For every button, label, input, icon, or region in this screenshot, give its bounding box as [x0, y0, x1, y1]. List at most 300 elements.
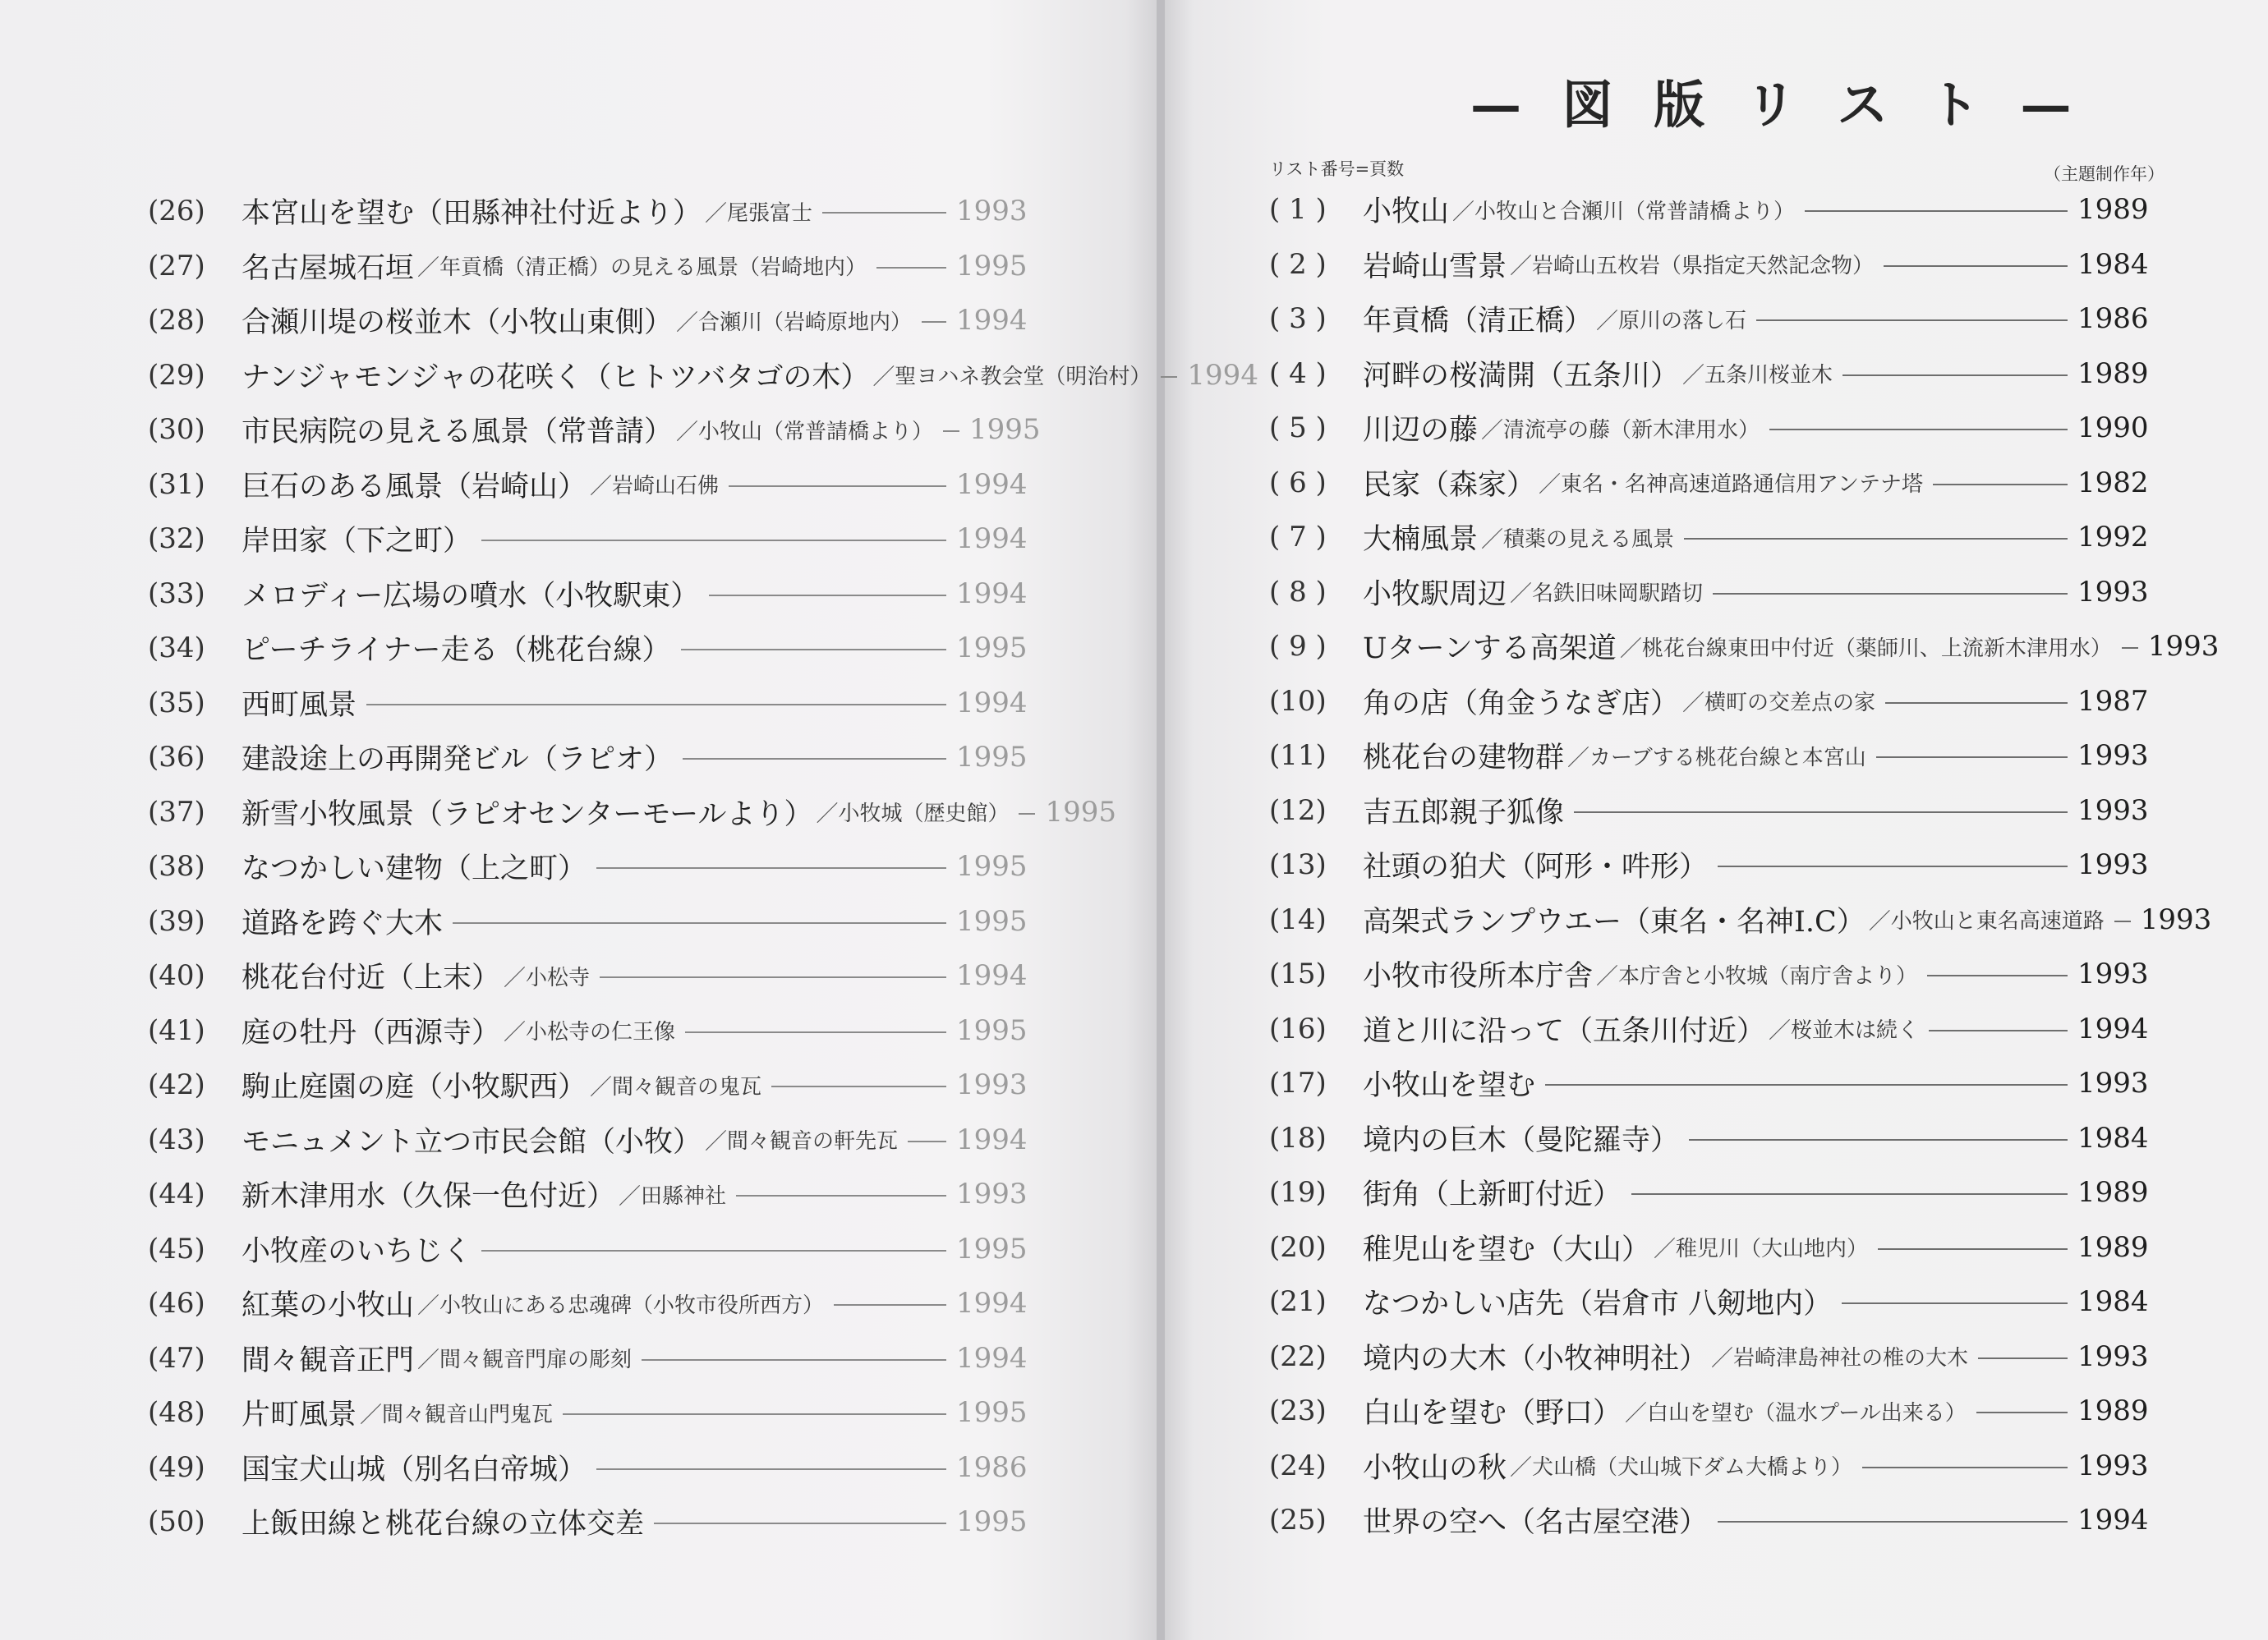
item-number: (13)	[1269, 848, 1327, 882]
item-subtitle: 合瀬川（岩崎原地内）	[698, 310, 913, 335]
item-number: (41)	[148, 1013, 205, 1047]
item-year: 1994	[2077, 1012, 2149, 1045]
leader-line	[1929, 1030, 2068, 1031]
leader-line	[683, 758, 946, 760]
item-number: ( 8 )	[1269, 575, 1327, 609]
slash-separator: ／	[1452, 199, 1475, 225]
item-number: (29)	[148, 358, 205, 392]
item-year: 1993	[2140, 903, 2212, 936]
item-number: ( 4 )	[1269, 356, 1327, 390]
item-title: 稚児山を望む（大山）	[1363, 1233, 1651, 1266]
leader-line	[681, 649, 946, 650]
list-item	[1269, 1111, 2149, 1166]
slash-separator: ／	[872, 365, 895, 391]
list-item	[1269, 1439, 2149, 1494]
item-number: (30)	[148, 413, 205, 447]
slash-separator: ／	[417, 1293, 440, 1319]
item-title: 岸田家（下之町）	[242, 525, 472, 558]
list-item	[1269, 1002, 2149, 1057]
leader-line	[1019, 813, 1035, 815]
item-subtitle: 桃花台線東田中付近（薬師川、上流新木津用水）	[1641, 636, 2112, 661]
list-item	[1269, 674, 2149, 729]
item-number: (38)	[148, 850, 205, 884]
item-number: (47)	[148, 1341, 205, 1375]
item-title: 合瀬川堤の桜並木（小牧山東側）	[242, 306, 674, 340]
item-title: 境内の大木（小牧神明社）	[1363, 1342, 1709, 1376]
leader-line	[908, 1141, 946, 1142]
leader-line	[642, 1359, 946, 1361]
leader-line	[596, 1468, 946, 1470]
slash-separator: ／	[504, 965, 527, 991]
item-year: 1982	[2077, 466, 2149, 499]
leader-line	[1884, 265, 2068, 267]
item-number: (33)	[148, 577, 205, 610]
item-number: (16)	[1269, 1012, 1327, 1045]
list-item	[148, 293, 1028, 348]
item-year: 1994	[956, 577, 1028, 610]
item-subtitle: 稚児川（大山地内）	[1676, 1237, 1869, 1262]
item-number: (34)	[148, 632, 205, 665]
slash-separator: ／	[1510, 1455, 1533, 1482]
leader-line	[2114, 921, 2131, 922]
item-number: (14)	[1269, 903, 1327, 936]
item-title: 川辺の藤	[1363, 414, 1479, 448]
slash-separator: ／	[676, 310, 699, 336]
item-number: (43)	[148, 1123, 205, 1156]
list-item	[1269, 401, 2149, 456]
list-item	[148, 785, 1116, 840]
item-title: Uターンする高架道	[1363, 632, 1617, 666]
item-subtitle: 犬山橋（犬山城下ダム大橋より）	[1532, 1455, 1853, 1481]
leader-line	[1756, 319, 2068, 321]
item-year: 1989	[2077, 193, 2149, 227]
item-title: 小牧駅周辺	[1363, 577, 1507, 611]
item-title: 河畔の桜満開（五条川）	[1363, 359, 1680, 393]
leader-line	[481, 540, 946, 541]
slash-separator: ／	[1682, 363, 1705, 389]
leader-line	[600, 976, 946, 978]
item-subtitle: 年貢橋（清正橋）の見える風景（岩崎地内）	[439, 255, 867, 281]
item-year: 1993	[2077, 1339, 2149, 1373]
item-year: 1993	[2077, 739, 2149, 773]
list-item	[1269, 456, 2149, 511]
slash-separator: ／	[1539, 472, 1562, 498]
item-title: 間々観音正門	[242, 1344, 415, 1377]
item-number: ( 7 )	[1269, 521, 1327, 554]
list-item	[1269, 947, 2149, 1002]
item-year: 1994	[956, 1341, 1028, 1375]
item-number: (45)	[148, 1232, 205, 1266]
leader-line	[1876, 756, 2068, 758]
item-subtitle: 積薬の見える風景	[1503, 526, 1675, 552]
item-year: 1993	[956, 1068, 1028, 1102]
leader-line	[1927, 975, 2068, 976]
item-title: 社頭の狛犬（阿形・吽形）	[1363, 851, 1709, 884]
item-subtitle: 間々観音の軒先瓦	[727, 1129, 899, 1155]
leader-line	[481, 1250, 946, 1252]
item-number: ( 3 )	[1269, 302, 1327, 336]
item-number: (20)	[1269, 1230, 1327, 1264]
leader-line	[1805, 210, 2068, 212]
list-item	[148, 1495, 1028, 1550]
slash-separator: ／	[705, 200, 728, 227]
item-title: 新木津用水（久保一色付近）	[242, 1180, 616, 1214]
item-subtitle: カーブする桃花台線と本宮山	[1589, 745, 1866, 770]
item-title: 世界の空へ（名古屋空港）	[1363, 1506, 1709, 1540]
list-item	[148, 1276, 1028, 1331]
list-item	[148, 1222, 1028, 1277]
list-item	[148, 1167, 1028, 1222]
item-title: 民家（森家）	[1363, 468, 1536, 502]
item-title: 年貢橋（清正橋）	[1363, 305, 1594, 338]
item-title: 道と川に沿って（五条川付近）	[1363, 1014, 1766, 1048]
list-item	[1269, 1056, 2149, 1111]
leader-line	[453, 922, 946, 924]
list-item	[1269, 1275, 2149, 1330]
item-year: 1989	[2077, 1230, 2149, 1264]
leader-line	[1631, 1193, 2068, 1195]
list-item	[1269, 728, 2149, 783]
illustration-list-right	[1269, 182, 2220, 1548]
list-item	[148, 1004, 1028, 1059]
item-subtitle: 名鉄旧味岡駅踏切	[1532, 581, 1704, 607]
leader-line	[943, 430, 959, 432]
list-item	[148, 1113, 1028, 1168]
item-title: 国宝犬山城（別名白帝城）	[242, 1453, 587, 1486]
item-year: 1995	[1045, 795, 1116, 829]
list-item	[1269, 838, 2149, 893]
item-subtitle: 小牧城（歴史館）	[838, 802, 1010, 827]
slash-separator: ／	[1510, 581, 1533, 608]
item-number: (24)	[1269, 1449, 1327, 1482]
slash-separator: ／	[1769, 1018, 1792, 1045]
leader-line	[1684, 538, 2068, 540]
leader-line	[1769, 429, 2068, 430]
leader-line	[822, 212, 946, 214]
item-title: 建設途上の再開発ビル（ラピオ）	[242, 743, 674, 777]
item-title: ナンジャモンジャの花咲く（ヒトツバタゴの木）	[242, 361, 870, 394]
item-number: (25)	[1269, 1504, 1327, 1537]
item-year: 1995	[956, 632, 1028, 665]
leader-line	[1878, 1248, 2068, 1250]
list-item	[148, 1058, 1028, 1113]
item-subtitle: 田縣神社	[641, 1183, 727, 1209]
item-subtitle: 白山を望む（温水プール出来る）	[1647, 1400, 1967, 1426]
item-number: (12)	[1269, 793, 1327, 827]
item-title: メロディー広場の噴水（小牧駅東）	[242, 579, 700, 613]
item-subtitle: 岩崎津島神社の椎の大木	[1733, 1346, 1969, 1371]
item-title: 小牧山の秋	[1363, 1451, 1507, 1485]
slash-separator: ／	[1654, 1237, 1677, 1263]
list-item	[148, 1385, 1028, 1440]
item-number: (49)	[148, 1450, 205, 1484]
item-year: 1990	[2077, 411, 2149, 445]
item-number: (18)	[1269, 1121, 1327, 1155]
year-caption: （主題制作年）	[2044, 164, 2164, 184]
leader-line	[1976, 1412, 2068, 1413]
list-item	[1269, 1165, 2149, 1220]
item-year: 1995	[956, 249, 1028, 283]
item-year: 1989	[2077, 1394, 2149, 1428]
item-year: 1984	[2077, 1121, 2149, 1155]
item-subtitle: 聖ヨハネ教会堂（明治村）	[895, 365, 1152, 390]
slash-separator: ／	[1711, 1346, 1734, 1372]
slash-separator: ／	[590, 1074, 613, 1100]
item-year: 1993	[2077, 958, 2149, 991]
leader-line	[922, 321, 946, 323]
item-year: 1993	[2077, 575, 2149, 609]
slash-separator: ／	[1682, 691, 1705, 717]
list-item	[1269, 619, 2220, 674]
slash-separator: ／	[1567, 745, 1590, 771]
item-title: 桃花台の建物群	[1363, 742, 1565, 775]
item-year: 1995	[956, 1505, 1028, 1539]
item-year: 1984	[2077, 1285, 2149, 1319]
item-year: 1986	[2077, 302, 2149, 336]
item-subtitle: 原川の落し石	[1618, 308, 1747, 333]
item-year: 1987	[2077, 684, 2149, 718]
item-year: 1992	[2077, 521, 2149, 554]
item-number: (23)	[1269, 1394, 1327, 1428]
item-number: (10)	[1269, 684, 1327, 718]
item-year: 1995	[956, 1013, 1028, 1047]
item-title: 本宮山を望む（田縣神社付近より）	[242, 197, 702, 231]
list-item	[148, 1440, 1028, 1495]
item-number: (31)	[148, 467, 205, 501]
leader-line	[1862, 1467, 2068, 1468]
item-subtitle: 間々観音山門鬼瓦	[382, 1402, 554, 1427]
slash-separator: ／	[1619, 636, 1642, 662]
leader-line	[1842, 374, 2068, 376]
slash-separator: ／	[619, 1183, 642, 1210]
item-year: 1993	[2077, 1449, 2149, 1482]
leader-line	[729, 485, 946, 487]
leader-line	[366, 704, 946, 705]
list-item	[1269, 565, 2149, 620]
item-title: なつかしい建物（上之町）	[242, 852, 587, 886]
slash-separator: ／	[816, 802, 839, 828]
item-year: 1984	[2077, 247, 2149, 281]
item-title: 小牧山を望む	[1363, 1069, 1536, 1103]
list-item	[148, 949, 1028, 1004]
slash-separator: ／	[705, 1129, 728, 1155]
item-year: 1994	[956, 959, 1028, 993]
item-subtitle: 間々観音門扉の彫刻	[439, 1348, 633, 1373]
item-title: 庭の牡丹（西源寺）	[242, 1016, 501, 1050]
item-number: (27)	[148, 249, 205, 283]
item-year: 1995	[956, 1396, 1028, 1430]
item-year: 1994	[956, 467, 1028, 501]
list-item	[1269, 783, 2149, 838]
item-number: ( 2 )	[1269, 247, 1327, 281]
item-title: 小牧産のいちじく	[242, 1234, 472, 1268]
item-year: 1986	[956, 1450, 1028, 1484]
slash-separator: ／	[590, 474, 613, 500]
item-subtitle: 岩崎山石佛	[612, 474, 720, 499]
item-title: 駒止庭園の庭（小牧駅西）	[242, 1071, 587, 1105]
leader-line	[563, 1413, 946, 1415]
item-number: (19)	[1269, 1176, 1327, 1210]
item-number: (40)	[148, 959, 205, 993]
list-number-caption: リスト番号=頁数	[1269, 159, 1405, 179]
book-gutter	[1157, 0, 1165, 1640]
leader-line	[1574, 811, 2068, 813]
leader-line	[2122, 647, 2138, 649]
list-item	[148, 348, 1258, 403]
list-item	[148, 1331, 1028, 1386]
item-year: 1989	[2077, 356, 2149, 390]
item-number: (48)	[148, 1396, 205, 1430]
item-number: ( 5 )	[1269, 411, 1327, 445]
list-item	[1269, 347, 2149, 402]
item-title: 大楠風景	[1363, 523, 1479, 557]
item-title: 巨石のある風景（岩崎山）	[242, 470, 587, 503]
item-title: 名古屋城石垣	[242, 251, 415, 285]
list-item	[148, 567, 1028, 622]
item-subtitle: 横町の交差点の家	[1704, 691, 1876, 716]
leader-line	[1718, 1521, 2068, 1523]
item-number: (11)	[1269, 739, 1327, 773]
item-number: (35)	[148, 686, 205, 719]
list-item	[148, 676, 1028, 731]
slash-separator: ／	[1868, 909, 1891, 935]
leader-line	[1718, 866, 2068, 867]
item-title: 境内の巨木（曼陀羅寺）	[1363, 1123, 1680, 1157]
item-number: (17)	[1269, 1067, 1327, 1100]
item-title: 高架式ランプウエー（東名・名神I.C）	[1363, 905, 1865, 939]
item-year: 1995	[969, 413, 1041, 447]
page-title: — 図 版 リ ス ト —	[1470, 75, 2083, 135]
list-item	[1269, 1384, 2149, 1439]
item-title: 角の店（角金うなぎ店）	[1363, 687, 1680, 720]
leader-line	[876, 267, 946, 269]
item-year: 1993	[2077, 848, 2149, 882]
item-subtitle: 小牧山にある忠魂碑（小牧市役所西方）	[439, 1293, 825, 1318]
item-number: ( 6 )	[1269, 466, 1327, 499]
item-subtitle: 間々観音の鬼瓦	[612, 1074, 762, 1100]
leader-line	[1689, 1139, 2068, 1141]
item-title: 小牧山	[1363, 195, 1450, 229]
leader-line	[685, 1031, 946, 1033]
item-subtitle: 小松寺の仁王像	[526, 1020, 676, 1045]
item-subtitle: 清流亭の藤（新木津用水）	[1503, 417, 1760, 443]
list-item	[148, 621, 1028, 676]
item-number: (37)	[148, 795, 205, 829]
item-subtitle: 桜並木は続く	[1791, 1018, 1920, 1044]
list-item	[1269, 893, 2212, 948]
item-subtitle: 小牧山と東名高速道路	[1890, 909, 2105, 935]
list-item	[148, 512, 1028, 567]
item-number: (28)	[148, 304, 205, 338]
item-title: 新雪小牧風景（ラピオセンターモールより）	[242, 797, 813, 831]
item-year: 1989	[2077, 1176, 2149, 1210]
item-year: 1993	[956, 195, 1028, 228]
item-subtitle: 尾張富士	[727, 200, 813, 226]
item-year: 1993	[2147, 630, 2220, 664]
slash-separator: ／	[676, 419, 699, 445]
item-title: 岩崎山雪景	[1363, 250, 1507, 283]
leader-line	[771, 1086, 946, 1087]
item-title: 道路を跨ぐ大木	[242, 907, 444, 940]
item-year: 1993	[2077, 1067, 2149, 1100]
list-item	[1269, 1330, 2149, 1385]
slash-separator: ／	[1596, 308, 1619, 334]
item-number: (15)	[1269, 958, 1327, 991]
list-item	[1269, 1220, 2149, 1275]
item-year: 1994	[956, 304, 1028, 338]
slash-separator: ／	[360, 1402, 383, 1428]
item-number: (32)	[148, 522, 205, 556]
item-title: 街角（上新町付近）	[1363, 1178, 1622, 1212]
item-title: 紅葉の小牧山	[242, 1289, 415, 1323]
leader-line	[1885, 702, 2068, 704]
item-number: (44)	[148, 1178, 205, 1211]
item-title: 西町風景	[242, 688, 357, 722]
item-title: 上飯田線と桃花台線の立体交差	[242, 1508, 645, 1541]
slash-separator: ／	[504, 1020, 527, 1046]
item-year: 1995	[956, 741, 1028, 774]
leader-line	[1933, 484, 2068, 485]
item-title: 小牧市役所本庁舎	[1363, 960, 1594, 994]
list-item	[1269, 1493, 2149, 1548]
item-subtitle: 岩崎山五枚岩（県指定天然記念物）	[1532, 254, 1875, 279]
list-item	[148, 894, 1028, 949]
item-number: (21)	[1269, 1285, 1327, 1319]
item-subtitle: 東名・名神高速道路通信用アンテナ塔	[1561, 472, 1923, 498]
list-item	[148, 839, 1028, 894]
leader-line	[1713, 593, 2068, 595]
item-number: (50)	[148, 1505, 205, 1539]
item-title: モニュメント立つ市民会館（小牧）	[242, 1125, 702, 1159]
slash-separator: ／	[1625, 1400, 1648, 1426]
item-subtitle: 本庁舎と小牧城（南庁舎より）	[1618, 963, 1918, 989]
item-title: 片町風景	[242, 1399, 357, 1432]
slash-separator: ／	[1596, 963, 1619, 990]
item-subtitle: 小松寺	[526, 965, 591, 990]
item-number: (42)	[148, 1068, 205, 1102]
slash-separator: ／	[417, 255, 440, 282]
list-item	[148, 239, 1028, 294]
slash-separator: ／	[1481, 526, 1504, 553]
item-number: (46)	[148, 1287, 205, 1321]
leader-line	[709, 595, 946, 596]
item-title: ピーチライナー走る（桃花台線）	[242, 634, 671, 668]
item-title: 桃花台付近（上末）	[242, 962, 501, 995]
slash-separator: ／	[1510, 254, 1533, 280]
item-number: (36)	[148, 741, 205, 774]
item-title: なつかしい店先（岩倉市 八剱地内）	[1363, 1288, 1833, 1321]
item-number: ( 9 )	[1269, 630, 1327, 664]
list-item	[1269, 510, 2149, 565]
item-subtitle: 五条川桜並木	[1704, 363, 1833, 388]
item-year: 1994	[956, 1287, 1028, 1321]
item-number: (22)	[1269, 1339, 1327, 1373]
leader-line	[736, 1195, 946, 1197]
item-subtitle: 小牧山と合瀬川（常普請橋より）	[1474, 199, 1796, 224]
item-year: 1993	[2077, 793, 2149, 827]
item-year: 1994	[956, 1123, 1028, 1156]
item-year: 1994	[956, 686, 1028, 719]
item-number: (39)	[148, 904, 205, 938]
leader-line	[654, 1523, 946, 1524]
item-year: 1995	[956, 904, 1028, 938]
leader-line	[1161, 376, 1177, 378]
leader-line	[596, 867, 946, 869]
leader-line	[1978, 1357, 2068, 1359]
item-year: 1995	[956, 1232, 1028, 1266]
item-number: ( 1 )	[1269, 193, 1327, 227]
item-title: 白山を望む（野口）	[1363, 1397, 1622, 1431]
